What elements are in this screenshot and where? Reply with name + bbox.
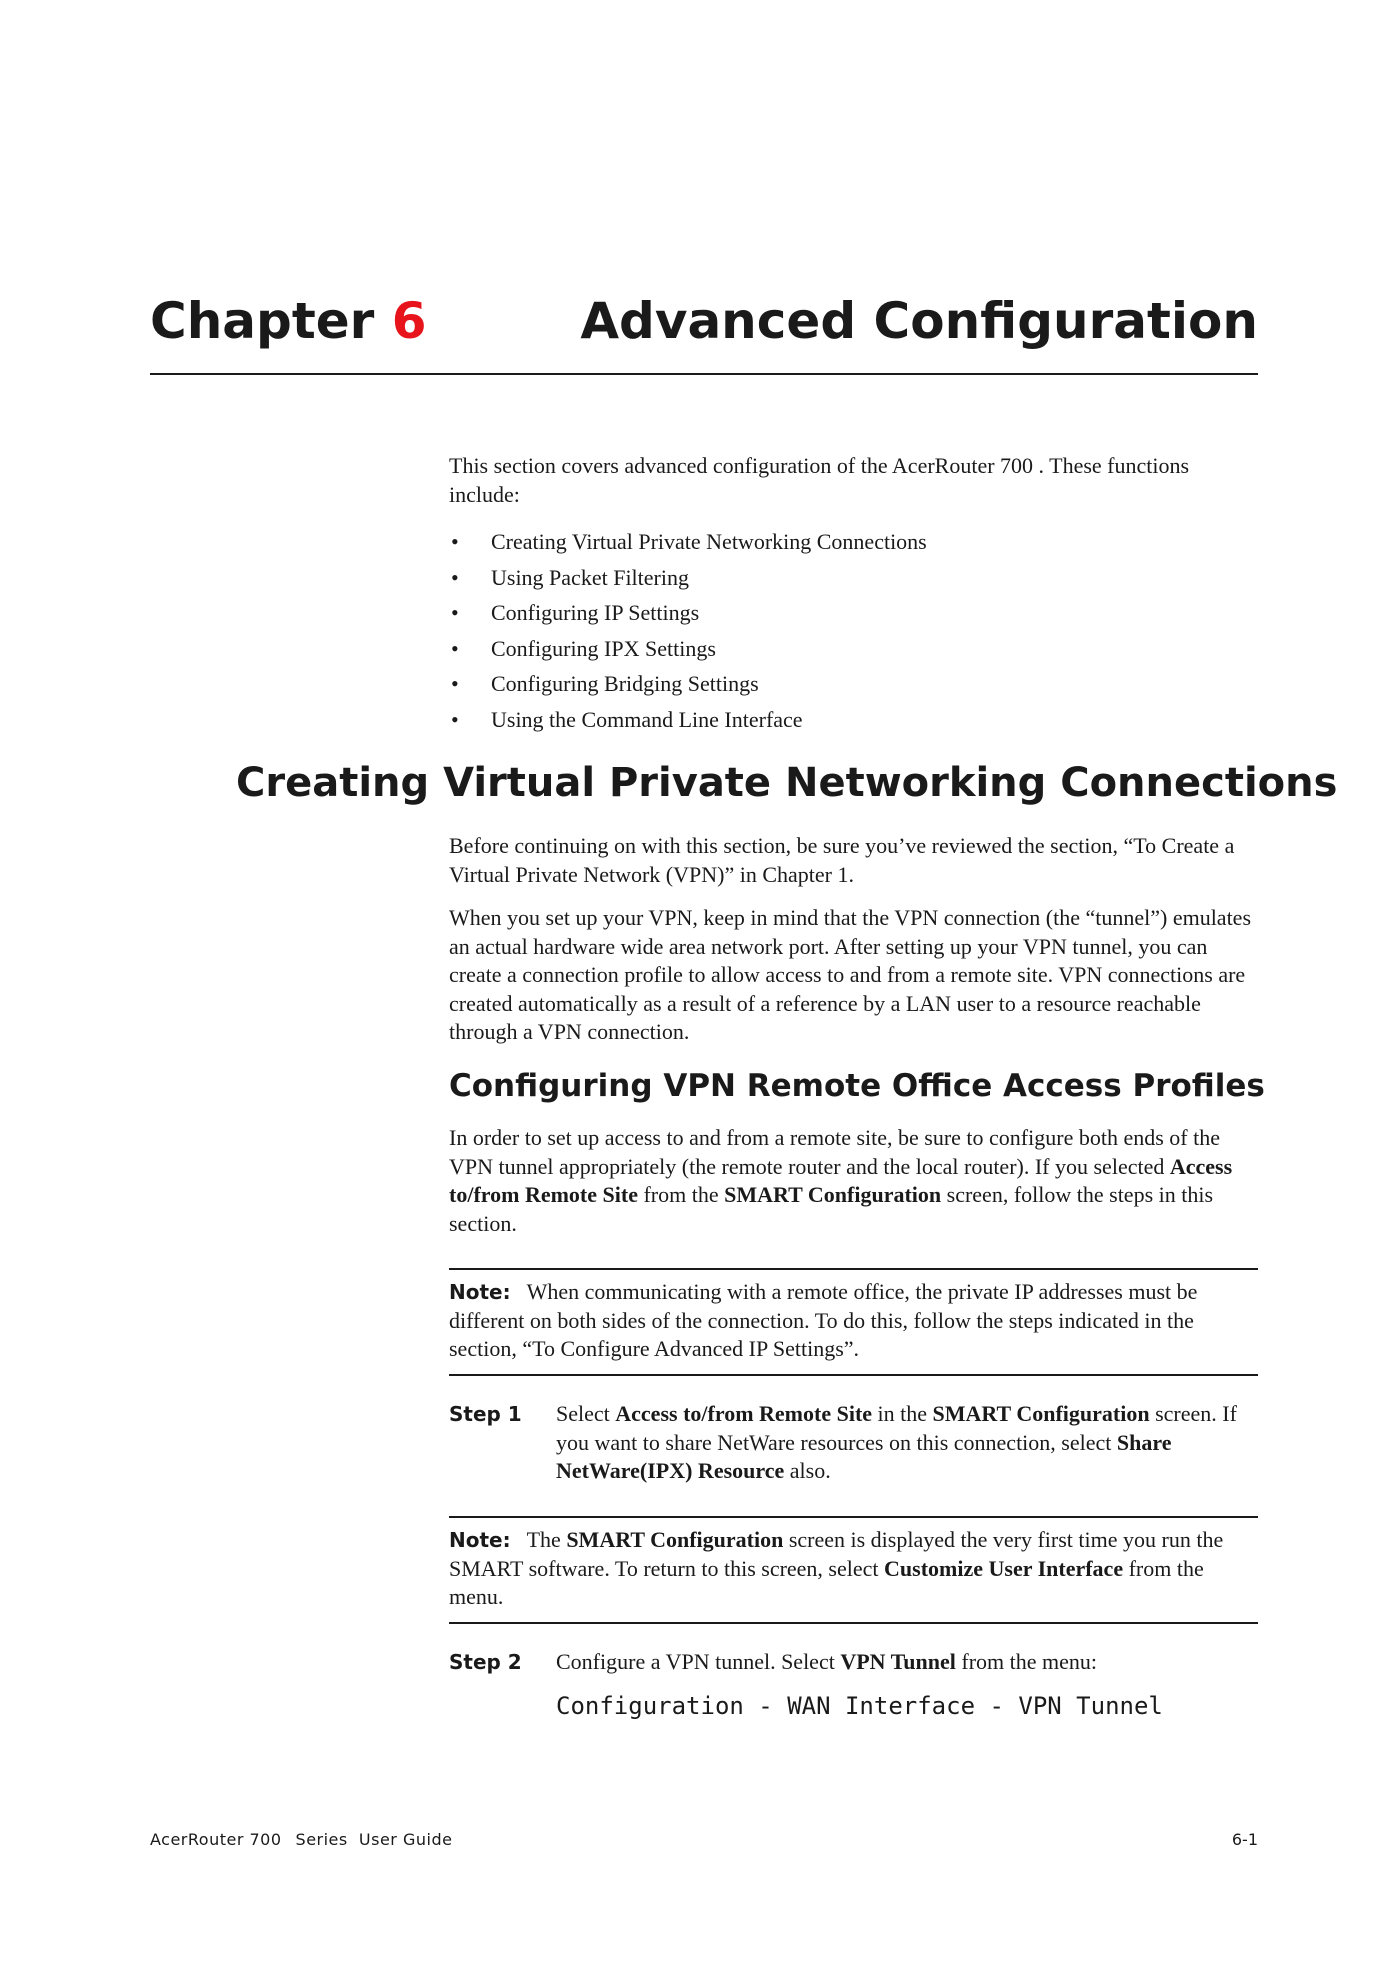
page-number: 6-1 [1231, 1830, 1258, 1849]
chapter-title: Advanced Configuration [580, 292, 1258, 350]
list-item [449, 666, 1258, 702]
bullet-icon: • [451, 529, 459, 554]
footer-series: Series [295, 1830, 348, 1849]
text-run: from the [637, 1182, 725, 1207]
bold-term: Access to/from Remote Site [449, 1153, 1233, 1207]
footer-guide: User Guide [358, 1830, 453, 1849]
note-label: Note: [449, 1280, 511, 1304]
bullet-icon: • [451, 671, 459, 696]
bullet-icon: • [451, 706, 459, 732]
bullet-icon: • [451, 600, 459, 625]
text-run: Configure a VPN tunnel. Select [556, 1649, 841, 1674]
bold-term: SMART Configuration [724, 1182, 942, 1207]
text-run: screen, follow the steps in this section. [449, 1182, 1214, 1236]
text-run: from the menu. [449, 1555, 1204, 1609]
bullet-icon: • [451, 635, 459, 661]
chapter-rule-divider [150, 373, 1258, 375]
note-box [449, 1268, 1258, 1376]
bold-term: Customize User Interface [884, 1555, 1124, 1581]
note-body: When communicating with a remote office, the private IP addresses must be different on both sides of the connection. To do this, follow the steps indicated in the section, “To Configure Advanced IP Settings”. [449, 1279, 1198, 1361]
step-label: Step 2 [449, 1650, 522, 1674]
note-text [449, 1526, 1258, 1612]
bold-term: SMART Configuration [932, 1401, 1150, 1426]
text-run: in the [872, 1401, 933, 1426]
bold-term: VPN Tunnel [840, 1649, 956, 1674]
list-item-text: Configuring IP Settings [491, 600, 700, 625]
text-run: In order to set up access to and from a remote site, be sure to configure both ends of the VPN tunnel appropriately (the remote router and the local router). If you selected [449, 1125, 1220, 1179]
note-text [449, 1278, 1258, 1364]
bold-term: Share NetWare(IPX) Resource [556, 1429, 1172, 1483]
list-item [449, 560, 1258, 596]
chapter-label [150, 292, 427, 350]
bold-term: SMART Configuration [566, 1527, 784, 1552]
text-run: screen is displayed the very first time you run the SMART software. To return to this screen, select [449, 1527, 1224, 1581]
bold-term: Access to/from Remote Site [615, 1401, 873, 1426]
list-item [449, 631, 1258, 667]
list-item-text: Configuring IPX Settings [491, 635, 716, 661]
vpn-para-1-block [449, 832, 1258, 889]
footer-product: AcerRouter 700 [150, 1830, 282, 1849]
list-item [449, 595, 1258, 631]
step-text [556, 1648, 1258, 1677]
list-item-text: Configuring Bridging Settings [491, 671, 759, 696]
text-run: Select [556, 1401, 616, 1426]
subsection-para-block [449, 1124, 1258, 1238]
list-item-text: Using the Command Line Interface [491, 706, 803, 732]
menu-path-code: Configuration - WAN Interface - VPN Tunnel [556, 1692, 1163, 1720]
text-run: The [526, 1527, 567, 1552]
vpn-para-2-block [449, 904, 1258, 1047]
text-run: also. [784, 1458, 831, 1483]
subsection-heading: Configuring VPN Remote Office Access Profiles [449, 1068, 1265, 1104]
section-heading-vpn: Creating Virtual Private Networking Connections [236, 760, 1338, 806]
intro-paragraph: This section covers advanced configuration of the AcerRouter 700 . These functions include: [449, 453, 1190, 507]
list-item-text: Creating Virtual Private Networking Connections [491, 529, 927, 554]
chapter-number: 6 [391, 292, 427, 350]
text-run: screen. If you want to share NetWare resources on this connection, select [556, 1401, 1237, 1455]
step-text [556, 1400, 1258, 1486]
list-item [449, 524, 1258, 560]
vpn-paragraph-1: Before continuing on with this section, be sure you’ve reviewed the section, “To Create a Virtual Private Network (VPN)” in Chapter 1. [449, 833, 1235, 887]
chapter-word: Chapter [150, 292, 375, 350]
subsection-paragraph [449, 1124, 1258, 1238]
note-box [449, 1516, 1258, 1624]
step-label: Step 1 [449, 1402, 522, 1426]
bullet-icon: • [451, 564, 459, 590]
text-run: from the menu: [955, 1649, 1098, 1674]
chapter-header [150, 292, 1258, 372]
footer-guide-title [150, 1830, 452, 1849]
list-item-text: Using Packet Filtering [491, 564, 689, 590]
function-list [449, 524, 1258, 737]
intro-block [449, 452, 1258, 509]
note-label: Note: [449, 1528, 511, 1552]
vpn-paragraph-2: When you set up your VPN, keep in mind that the VPN connection (the “tunnel”) emulates an actual hardware wide area network port. After setting up your VPN tunnel, you can create a connection profile to allow access to and from a remote site. VPN connections are created automatically as a result of a reference by a LAN user to a resource reachable through a VPN connection. [449, 905, 1252, 1044]
list-item [449, 702, 1258, 738]
